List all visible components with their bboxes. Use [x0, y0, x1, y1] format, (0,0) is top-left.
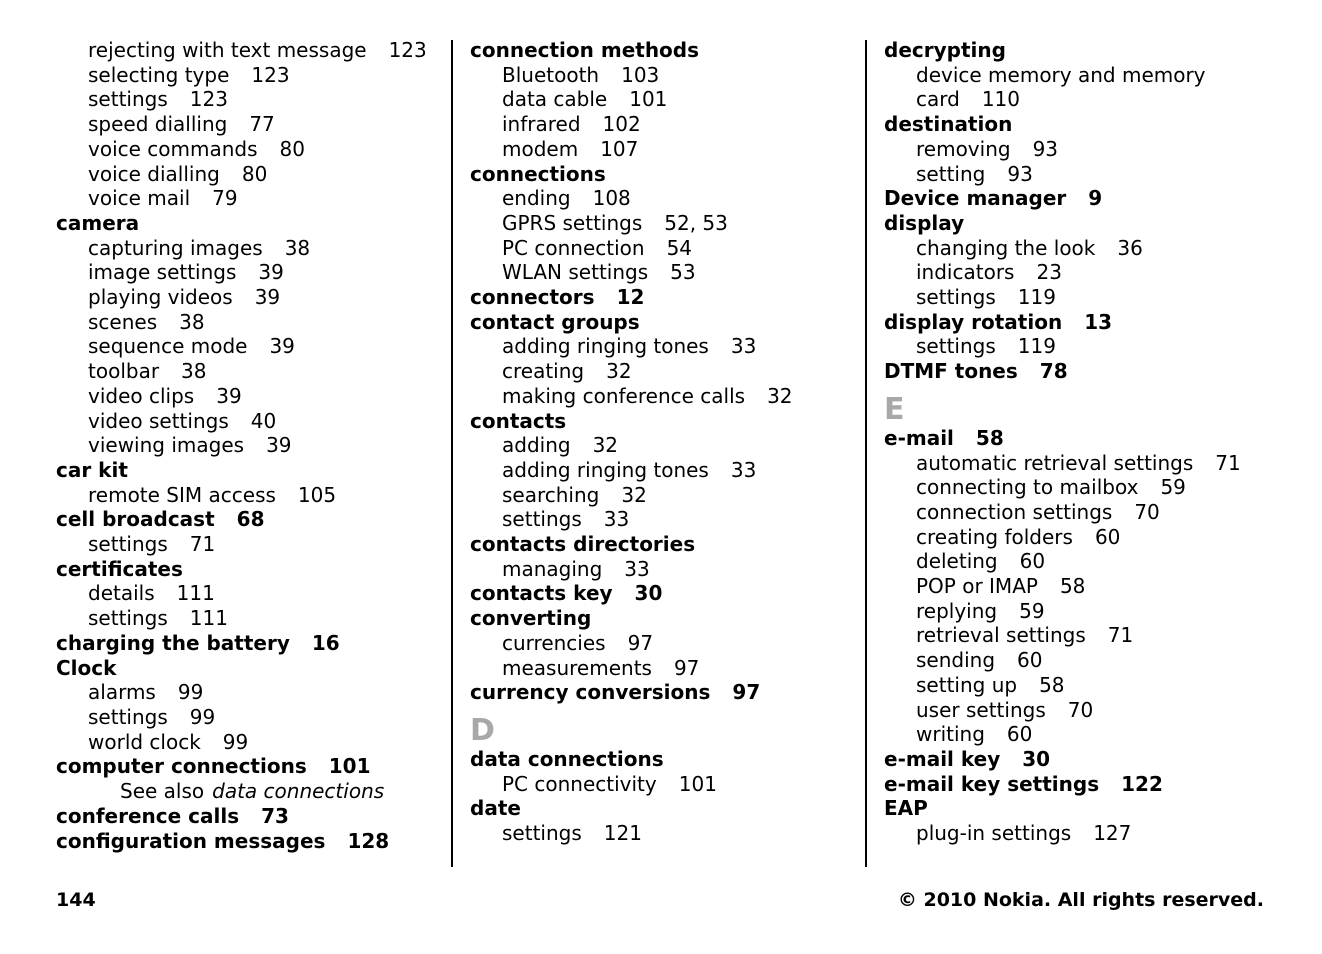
- index-term: scenes: [88, 309, 158, 334]
- index-term: replying: [916, 598, 998, 623]
- index-page-ref: 70: [1134, 499, 1160, 524]
- index-subentry: [56, 63, 436, 88]
- index-term: playing videos: [88, 285, 233, 310]
- index-subentry: [884, 698, 1284, 723]
- index-term: display: [884, 210, 965, 235]
- index-term: user settings: [916, 697, 1046, 722]
- index-subentry: [470, 458, 850, 483]
- index-page-ref: 9: [1088, 186, 1103, 211]
- index-term: converting: [470, 606, 592, 631]
- index-page-ref: 101: [629, 87, 668, 112]
- index-subentry: [56, 730, 436, 755]
- index-term: modem: [502, 136, 579, 161]
- index-page-ref: 99: [177, 680, 204, 705]
- index-term: camera: [56, 210, 140, 235]
- index-subentry: [470, 236, 850, 261]
- index-page-ref: 32: [592, 433, 619, 458]
- index-entry: [56, 656, 436, 681]
- index-subentry: [470, 211, 850, 236]
- index-subentry: [884, 334, 1284, 359]
- index-page-ref: 39: [254, 285, 281, 310]
- index-term: card: [916, 87, 960, 112]
- index-term: deleting: [916, 549, 998, 574]
- index-subentry: [56, 38, 436, 63]
- index-entry: [56, 557, 436, 582]
- index-term: connections: [470, 161, 606, 186]
- index-term: data cable: [502, 87, 608, 112]
- index-term: making conference calls: [502, 383, 746, 408]
- see-also-target: data connections: [212, 779, 385, 804]
- index-page-ref: 16: [311, 630, 340, 655]
- index-entry: [56, 507, 436, 532]
- index-subentry: [470, 87, 850, 112]
- index-term: plug-in settings: [916, 821, 1072, 846]
- index-subentry: [56, 285, 436, 310]
- index-page-ref: 12: [616, 285, 645, 310]
- index-subentry: [470, 433, 850, 458]
- index-subentry: [56, 162, 436, 187]
- index-page-ref: 103: [621, 62, 660, 87]
- index-subentry: [884, 475, 1284, 500]
- index-term: EAP: [884, 796, 928, 821]
- index-term: display rotation: [884, 309, 1063, 334]
- index-term: connection settings: [916, 499, 1113, 524]
- index-subentry: [56, 409, 436, 434]
- index-term: world clock: [88, 729, 201, 754]
- index-page-ref: 78: [1039, 359, 1068, 384]
- index-page-ref: 77: [249, 112, 275, 137]
- index-subentry: [884, 500, 1284, 525]
- index-term: settings: [88, 87, 168, 112]
- index-page-ref: 33: [624, 556, 650, 581]
- index-subentry: [884, 525, 1284, 550]
- index-subentry: [884, 451, 1284, 476]
- index-page-ref: 80: [279, 136, 305, 161]
- index-subentry: [884, 162, 1284, 187]
- index-term: retrieval settings: [916, 623, 1086, 648]
- index-entry: [884, 747, 1284, 772]
- index-page-ref: 39: [216, 383, 242, 408]
- index-page-ref: 39: [269, 334, 295, 359]
- index-subentry: [470, 186, 850, 211]
- index-term: sequence mode: [88, 334, 248, 359]
- index-entry: [470, 747, 850, 772]
- index-term: connecting to mailbox: [916, 475, 1139, 500]
- index-term: settings: [502, 507, 582, 532]
- index-term: writing: [916, 722, 985, 747]
- index-page-ref: 101: [678, 771, 717, 796]
- index-page-ref: 127: [1093, 821, 1132, 846]
- index-entry: [884, 310, 1284, 335]
- index-subentry: [884, 260, 1284, 285]
- index-term: ending: [502, 186, 571, 211]
- index-page-ref: 123: [251, 62, 290, 87]
- index-page-ref: 71: [1215, 450, 1241, 475]
- index-term: changing the look: [916, 235, 1096, 260]
- index-subentry: [470, 137, 850, 162]
- index-page-ref: 60: [1094, 524, 1121, 549]
- index-subentry: [884, 549, 1284, 574]
- index-page-ref: 60: [1006, 722, 1033, 747]
- index-entry: [470, 581, 850, 606]
- index-page-ref: 97: [673, 655, 700, 680]
- index-subentry: [884, 137, 1284, 162]
- index-page-ref: 32: [606, 359, 632, 384]
- index-subentry: [56, 186, 436, 211]
- index-term: capturing images: [88, 235, 263, 260]
- index-page-ref: 97: [627, 630, 654, 655]
- index-entry: [470, 409, 850, 434]
- index-subentry: [56, 705, 436, 730]
- index-term: cell broadcast: [56, 507, 215, 532]
- index-subentry: [56, 359, 436, 384]
- index-term: selecting type: [88, 62, 230, 87]
- index-term: adding ringing tones: [502, 457, 709, 482]
- index-term: conference calls: [56, 803, 240, 828]
- index-term: adding: [502, 433, 571, 458]
- index-page-ref: 107: [600, 136, 639, 161]
- index-page-ref: 93: [1032, 136, 1059, 161]
- index-entry: [884, 796, 1284, 821]
- index-term: setting: [916, 161, 986, 186]
- index-entry: [470, 38, 850, 63]
- index-page-ref: 38: [179, 309, 205, 334]
- index-column-1: [56, 38, 436, 853]
- index-term: remote SIM access: [88, 482, 276, 507]
- index-term: currency conversions: [470, 680, 711, 705]
- page-number: 144: [56, 889, 96, 911]
- index-term: automatic retrieval settings: [916, 450, 1194, 475]
- index-page-ref: 58: [1059, 574, 1086, 599]
- index-subentry: [884, 673, 1284, 698]
- index-subentry: [470, 334, 850, 359]
- index-term: voice mail: [88, 186, 191, 211]
- index-page-ref: 108: [592, 186, 631, 211]
- index-subentry: [56, 433, 436, 458]
- index-subentry: [56, 112, 436, 137]
- index-term: toolbar: [88, 359, 160, 384]
- index-page-ref: 59: [1019, 598, 1045, 623]
- index-term: creating folders: [916, 524, 1073, 549]
- index-term: Bluetooth: [502, 62, 600, 87]
- index-page-ref: 33: [730, 334, 757, 359]
- index-term: DTMF tones: [884, 359, 1018, 384]
- index-term: date: [470, 796, 521, 821]
- index-subentry: [56, 384, 436, 409]
- index-page-ref: 30: [634, 581, 663, 606]
- index-term: image settings: [88, 260, 237, 285]
- index-term: connection methods: [470, 38, 700, 62]
- index-term: removing: [916, 136, 1011, 161]
- index-term: alarms: [88, 680, 156, 705]
- index-subentry: [56, 606, 436, 631]
- index-page-ref: 97: [732, 680, 761, 705]
- index-page-ref: 99: [222, 729, 249, 754]
- index-term: voice commands: [88, 136, 258, 161]
- index-page-ref: 23: [1036, 260, 1062, 285]
- index-subentry: [56, 680, 436, 705]
- index-column-3: [884, 38, 1284, 846]
- index-entry: [56, 804, 436, 829]
- index-page-ref: 123: [189, 87, 228, 112]
- index-term: video settings: [88, 408, 229, 433]
- index-term: managing: [502, 556, 603, 581]
- index-page-ref: 119: [1017, 334, 1056, 359]
- index-page-ref: 32: [767, 383, 793, 408]
- index-term: e-mail key settings: [884, 771, 1100, 796]
- index-term: indicators: [916, 260, 1015, 285]
- index-term: contacts directories: [470, 532, 696, 557]
- index-term: Clock: [56, 655, 117, 680]
- index-column-2: [470, 38, 850, 846]
- index-term: setting up: [916, 672, 1018, 697]
- index-page-ref: 39: [266, 433, 292, 458]
- index-subentry: [470, 260, 850, 285]
- index-term: data connections: [470, 746, 664, 771]
- index-page-ref: 111: [176, 581, 215, 606]
- index-subentry: [884, 648, 1284, 673]
- index-term: WLAN settings: [502, 260, 649, 285]
- index-page-ref: 59: [1160, 475, 1186, 500]
- index-subentry: [56, 260, 436, 285]
- index-subentry: [470, 656, 850, 681]
- index-term: certificates: [56, 556, 183, 581]
- index-term: contact groups: [470, 309, 640, 334]
- index-term: voice dialling: [88, 161, 220, 186]
- index-entry: [884, 112, 1284, 137]
- index-subentry: [884, 623, 1284, 648]
- index-page-ref: 71: [1107, 623, 1134, 648]
- index-term: settings: [916, 285, 996, 310]
- index-page-ref: 121: [603, 821, 642, 846]
- index-term: video clips: [88, 383, 195, 408]
- index-term: charging the battery: [56, 630, 290, 655]
- index-page-ref: 60: [1017, 648, 1043, 673]
- index-subentry: [884, 285, 1284, 310]
- index-page-ref: 73: [261, 803, 289, 828]
- index-term: PC connectivity: [502, 771, 657, 796]
- index-entry: [56, 829, 436, 854]
- index-entry: [470, 532, 850, 557]
- index-entry: [884, 186, 1284, 211]
- index-term: currencies: [502, 630, 606, 655]
- index-page-ref: 110: [981, 87, 1021, 112]
- index-entry: [470, 162, 850, 187]
- index-page-ref: 99: [189, 704, 216, 729]
- index-page-ref: 102: [602, 112, 641, 137]
- index-page-ref: 60: [1019, 549, 1046, 574]
- index-page-ref: 80: [241, 161, 268, 186]
- index-page-ref: 52, 53: [664, 210, 728, 235]
- index-page-ref: 93: [1007, 161, 1033, 186]
- index-term: sending: [916, 648, 996, 673]
- index-page-ref: 38: [181, 359, 207, 384]
- index-entry: [470, 310, 850, 335]
- index-subentry: [470, 507, 850, 532]
- index-page-ref: 111: [189, 606, 228, 631]
- index-page-ref: 105: [297, 482, 337, 507]
- index-term: Device manager: [884, 186, 1067, 211]
- index-term: e-mail key: [884, 746, 1001, 771]
- index-entry: [56, 754, 436, 779]
- copyright-notice: © 2010 Nokia. All rights reserved.: [897, 889, 1264, 911]
- index-page-ref: 30: [1022, 746, 1051, 771]
- index-entry: [884, 38, 1284, 63]
- index-subentry: [56, 236, 436, 261]
- index-page-ref: 13: [1084, 309, 1113, 334]
- index-subentry: [884, 722, 1284, 747]
- index-subentry: [56, 137, 436, 162]
- index-term: viewing images: [88, 433, 245, 458]
- index-page-ref: 32: [621, 482, 647, 507]
- index-subentry: [470, 359, 850, 384]
- index-page-ref: 53: [670, 260, 696, 285]
- index-subentry: [884, 87, 1284, 112]
- index-page-ref: 123: [388, 38, 427, 62]
- index-entry: [470, 285, 850, 310]
- index-term: settings: [502, 821, 582, 846]
- index-subentry: [470, 384, 850, 409]
- index-page-ref: 58: [975, 425, 1004, 450]
- index-subentry: [56, 581, 436, 606]
- index-page-ref: 119: [1017, 285, 1056, 310]
- column-divider: [451, 40, 453, 867]
- index-page-ref: 39: [258, 260, 284, 285]
- index-page-ref: 101: [328, 754, 371, 779]
- index-term: settings: [916, 334, 996, 359]
- index-entry: [884, 426, 1284, 451]
- index-term: GPRS settings: [502, 210, 643, 235]
- index-term: settings: [88, 704, 168, 729]
- index-page-ref: 68: [236, 507, 265, 532]
- index-term: connectors: [470, 285, 595, 310]
- index-page-ref: 33: [603, 507, 630, 532]
- index-entry: [470, 796, 850, 821]
- index-subentry: [470, 483, 850, 508]
- index-entry: [470, 680, 850, 705]
- index-page-ref: 58: [1039, 672, 1065, 697]
- index-term: destination: [884, 112, 1013, 137]
- index-subentry: [884, 821, 1284, 846]
- index-entry: [884, 211, 1284, 236]
- index-term: PC connection: [502, 235, 645, 260]
- index-term: details: [88, 581, 155, 606]
- column-divider: [865, 40, 867, 867]
- index-subentry: [470, 112, 850, 137]
- index-page-ref: 40: [250, 408, 277, 433]
- index-page-ref: 38: [284, 235, 311, 260]
- index-page-ref: 79: [212, 186, 238, 211]
- index-term: searching: [502, 482, 600, 507]
- index-entry: [56, 211, 436, 236]
- index-subentry: [56, 334, 436, 359]
- index-term: measurements: [502, 655, 652, 680]
- index-subentry: [884, 63, 1284, 88]
- index-entry: [884, 359, 1284, 384]
- index-subentry: [56, 532, 436, 557]
- index-term: adding ringing tones: [502, 334, 709, 359]
- index-subentry: [884, 236, 1284, 261]
- index-page-ref: 54: [666, 235, 693, 260]
- index-term: rejecting with text message: [88, 38, 367, 62]
- see-also-label: See also: [120, 779, 205, 804]
- index-page-ref: 33: [730, 457, 757, 482]
- index-term: computer connections: [56, 754, 307, 779]
- index-subentry: [470, 772, 850, 797]
- index-subentry: [56, 310, 436, 335]
- index-page-ref: 36: [1117, 235, 1143, 260]
- index-page-ref: 122: [1121, 771, 1163, 796]
- section-letter: D: [470, 712, 495, 748]
- index-entry: [56, 631, 436, 656]
- index-page-ref: 70: [1067, 697, 1094, 722]
- index-term: device memory and memory: [916, 62, 1206, 87]
- index-subentry: [56, 87, 436, 112]
- index-term: speed dialling: [88, 112, 228, 137]
- index-term: configuration messages: [56, 828, 326, 853]
- index-subentry: [470, 557, 850, 582]
- index-subentry: [470, 631, 850, 656]
- index-page-ref: 71: [189, 532, 216, 557]
- index-term: car kit: [56, 457, 128, 482]
- index-page-ref: 128: [347, 828, 390, 853]
- index-term: infrared: [502, 112, 581, 137]
- index-term: contacts: [470, 408, 567, 433]
- index-entry: [56, 458, 436, 483]
- index-term: decrypting: [884, 38, 1006, 62]
- index-term: settings: [88, 606, 168, 631]
- index-subentry: [884, 574, 1284, 599]
- see-also-reference: [56, 779, 436, 804]
- index-term: settings: [88, 532, 168, 557]
- index-term: contacts key: [470, 581, 613, 606]
- index-entry: [884, 772, 1284, 797]
- index-entry: [470, 606, 850, 631]
- index-subentry: [470, 821, 850, 846]
- index-subentry: [884, 599, 1284, 624]
- index-subentry: [56, 483, 436, 508]
- index-term: POP or IMAP: [916, 574, 1038, 599]
- index-term: e-mail: [884, 425, 954, 450]
- section-letter: E: [884, 391, 905, 427]
- index-term: creating: [502, 359, 585, 384]
- index-subentry: [470, 63, 850, 88]
